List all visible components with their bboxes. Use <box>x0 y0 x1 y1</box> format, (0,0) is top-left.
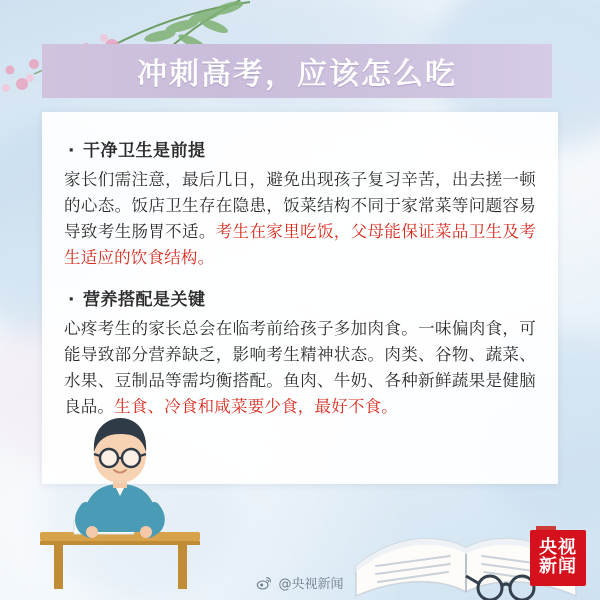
student-illustration-icon <box>30 392 220 592</box>
bullet-dot: · <box>68 290 75 311</box>
logo-line-1: 央视 <box>539 537 577 559</box>
logo-line-2: 新闻 <box>539 556 577 577</box>
section-heading-text: 营养搭配是关键 <box>82 290 206 311</box>
title-banner <box>42 44 552 98</box>
page-title: 冲刺高考，应该怎么吃 <box>137 57 457 92</box>
section-body <box>64 167 536 271</box>
section-heading <box>68 136 536 161</box>
section-body-highlight: 生食、冷食和咸菜要少食，最好不食。 <box>114 397 399 417</box>
weibo-account: @央视新闻 <box>278 577 344 592</box>
section-heading-text: 干净卫生是前提 <box>82 141 206 161</box>
section-heading <box>68 285 536 310</box>
section-hygiene <box>64 136 536 271</box>
bullet-dot: · <box>68 141 75 161</box>
section-body-highlight: 考生在家里吃饭，父母能保证菜品卫生及考生适应的饮食结构。 <box>64 222 536 268</box>
footer <box>0 573 600 592</box>
section-body-normal: 心疼考生的家长总会在临考前给孩子多加肉食。一味偏肉食，可能导致部分营养缺乏，影响考生精神状态。肉类、谷物、蔬菜、水果、豆制品等需均衡搭配。鱼肉、牛奶、各种新鲜蔬果是健脑良品。 <box>64 319 536 417</box>
section-body-normal: 家长们需注意，最后几日，避免出现孩子复习辛苦，出去搓一顿的心态。饭店卫生存在隐患，饭菜结构不同于家常菜等问题容易导致考生肠胃不适。 <box>64 170 536 242</box>
weibo-icon <box>256 575 272 591</box>
